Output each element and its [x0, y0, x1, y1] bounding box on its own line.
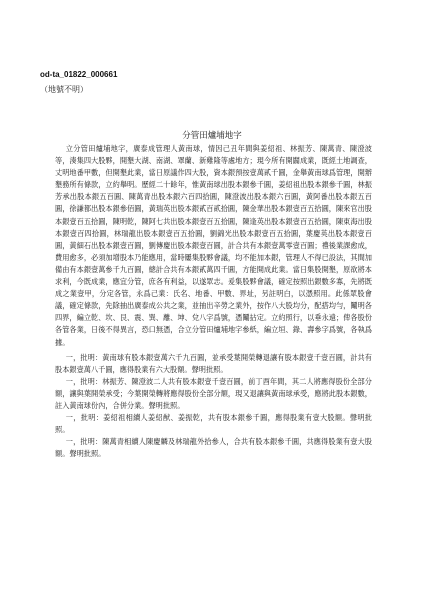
document-title: 分管田爐埔地字	[182, 131, 242, 141]
annotation-list	[55, 352, 372, 461]
annotation-clause: 一，批明：林振芳、陳澄波二人共有股本銀壹千壹百圓，前丁酉年間，其二人將應得股份全部分額，讓與葉開榮承受；今葉開榮轉將應得股份全部分額，現又退讓與黃南球承受，應將此股本銀數，註入黃南球份內，合併分業。聲明批照。	[55, 376, 372, 410]
annotation-clause: 一，批明：陳萬青相續人陳慶麟及林瑞龍外拾參人，合共有股本銀參千圓，共應得股業有壹大股額。聲明批照。	[55, 437, 372, 459]
document-id: od-ta_01822_000661	[40, 70, 118, 79]
main-paragraph: 立分管田爐埔地字，廣泰成管理人黃南球，情因己丑年間與姜紹祖、林振芳、陳萬青、陳澄波等，湊集四大股夥，開墾大湖、南湖、罩蘭、新雞隆等處地方；現今所有開闢成業，既經土地調查，丈明地番甲數，但開墾此業，當日原議作四大股，資本銀預按壹萬貳千圓，金舉黃南球爲管理，開辦墾務所有條款，立約舉明。歷經二十餘年，惟黃南球出股本銀參千圓，姜紹祖出股本銀參千圓，林振芳承出股本銀五百圓、陳萬青出股本銀六百四拾圓，陳澄波出股本銀六百圓，黃阿番出股本銀五百圓，徐謙都出股本銀參佰圓，黃瑞英出股本銀貳百貳拾圓，陳金華出股本銀壹百五拾圓，陳來官出股本銀壹百五拾圓，陳明乾，陳阿七共出股本銀壹百五拾圓，陳逢英出股本銀壹百五拾圓，陳東海出股本銀壹百四拾圓，林瑞龍出股本銀壹百五拾圓，劉錦光出股本銀壹百五拾圓，葉慶英出股本銀壹百圓，黃細石出股本銀壹百圓，劉傳慶出股本銀壹百圓，計合共有本銀壹萬零壹百圓；禮後業課愈成，費用愈多，必須加增股本乃能應用，當時屢集股夥會議，均不能加本銀，管理人不得已設法，其間加備由有本銀壹萬參千九百圓，總計合共有本銀貳萬四千圓，方能開成此業。當日集股開墾，原欲將本求利，今既成業，應宜分管，庶各有利益，以遂眾志。爰集股夥會議，確定按照出銀數多寡，先將既成之業壹甲，分定各管，永爲己業：氏名、地番、甲數、界址，另註明白，以憑照用。此係眾股會議，確定條款，先除抽出廣泰成公共之業，並抽出辛勞之業外，按作八大股均分，配搭均勻，鬮明各四界，編立乾、坎、艮、震、巽、離、坤、兌八字爲號，憑鬮拈定。立約照行，以垂永遠；俾各股份各管各業，日後不得異言，恐口無憑，合立分管田爐埔地字參紙，編立垣、錄、壽參字爲號，各執爲據。	[55, 144, 372, 347]
annotation-clause: 一，批明：姜紹祖相續人姜紹猷、姜振乾，共有股本銀參千圓，應得股業有壹大股額。聲明批照。	[55, 413, 372, 435]
annotation-clause: 一，批明：黃南球有股本銀壹萬六千九百圓，並承受葉開榮轉退讓有股本銀壹千壹百圓，計共有股本銀壹萬八千圓，應得股業有六大股額。聲明批照。	[55, 352, 372, 374]
location-note: （地號不明）	[40, 85, 88, 94]
document-body	[55, 143, 372, 460]
